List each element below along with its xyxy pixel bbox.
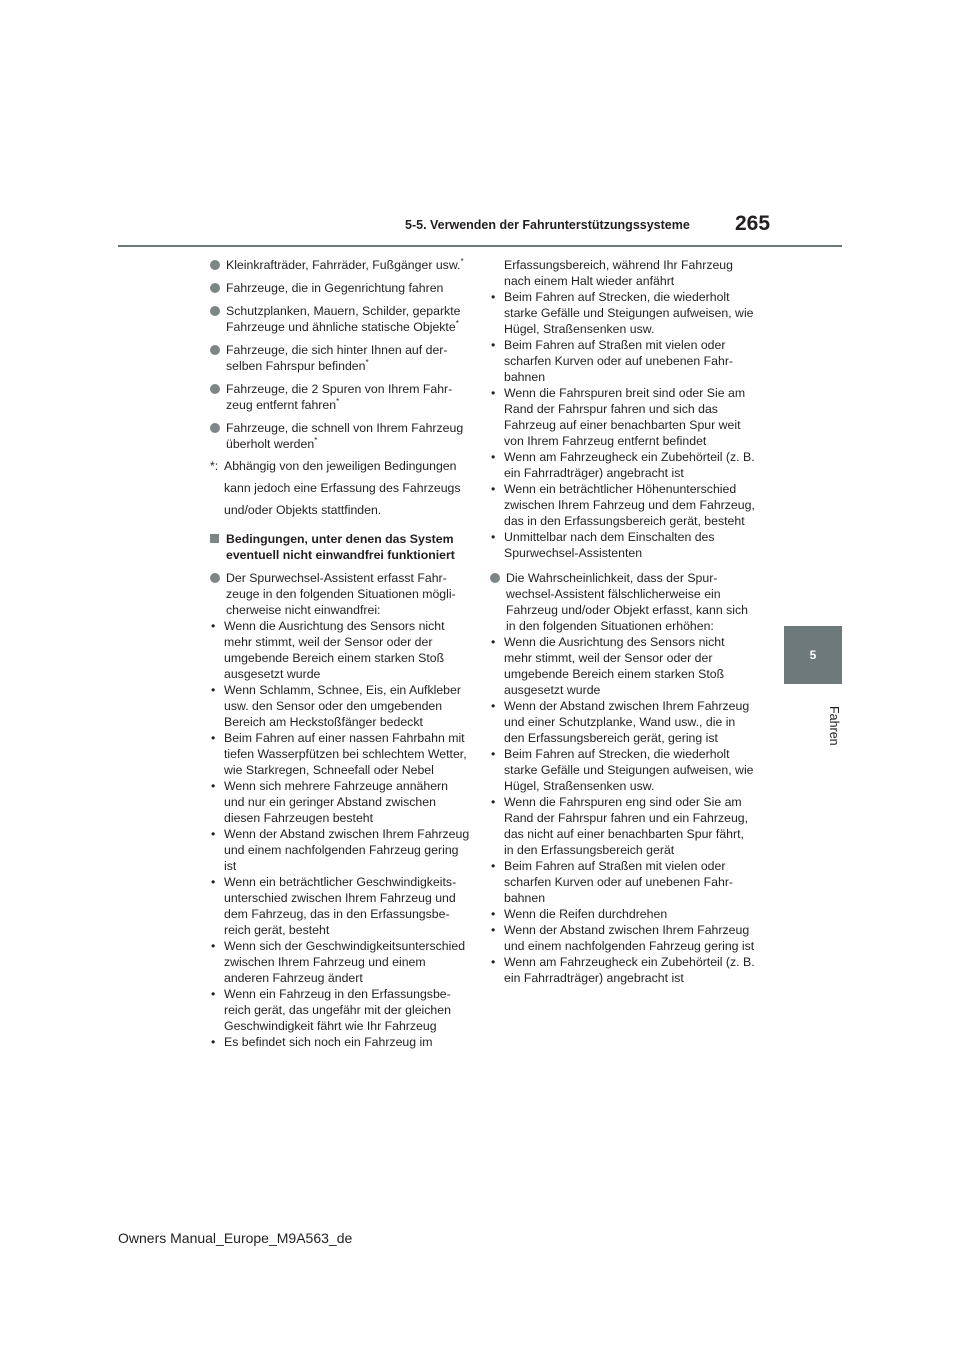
bullet-text: Fahrzeuge, die in Gegenrichtung fahren [226,281,444,295]
condition-list-continued [490,257,755,561]
bullet-dot-icon [210,573,220,583]
chapter-number: 5 [809,648,817,662]
left-column [210,257,470,1050]
list-item [210,570,470,618]
list-item: • Beim Fahren auf Strecken, die wiederholt starke Gefälle und Steigungen aufweisen, wie Hügel, Straßensenken usw. [490,289,755,337]
bullet-text: Kleinkrafträder, Fahrräder, Fußgänger usw. [226,258,461,272]
list-item [490,570,755,634]
list-item: • Wenn am Fahrzeugheck ein Zubehörteil (z. B. ein Fahrradträger) angebracht ist [490,954,755,986]
list-item: • Wenn Schlamm, Schnee, Eis, ein Aufkleber usw. den Sensor oder den umgebenden Bereich am Heckstoßfänger bedeckt [210,682,470,730]
section-title: 5-5. Verwenden der Fahrunterstützungssysteme [405,218,690,232]
bullet-dot-icon [210,345,220,355]
list-item [210,420,470,452]
bullet-text: Die Wahrscheinlichkeit, dass der Spurwechsel-Assistent fälschlicherweise ein Fahrzeug und/oder Objekt erfasst, kann sich in den folgenden Situationen erhöhen: [506,571,748,633]
footnote-star: * [314,435,318,445]
heading-square-icon [210,534,219,543]
footnote-mark: *: [210,459,219,473]
list-item: • Es befindet sich noch ein Fahrzeug im [210,1034,470,1050]
list-item: • Wenn ein beträchtlicher Geschwindigkeitsunterschied zwischen Ihrem Fahrzeug und dem Fahrzeug, das in den Erfassungsbereich gerät, besteht [210,874,470,938]
list-item [210,381,470,413]
heading-text: Bedingungen, unter denen das System eventuell nicht einwandfrei funktioniert [226,532,455,562]
bullet-text: Der Spurwechsel-Assistent erfasst Fahrzeuge in den folgenden Situationen möglicherweise nicht einwandfrei: [226,571,456,617]
footnote-text: Abhängig von den jeweiligen Bedingungen kann jedoch eine Erfassung des Fahrzeugs und/oder Objekts stattfinden. [224,459,461,517]
footnote-star: * [460,256,464,266]
list-item: • Beim Fahren auf Straßen mit vielen oder scharfen Kurven oder auf unebenen Fahrbahnen [490,858,755,906]
page-number: 265 [735,212,771,235]
list-item: • Wenn die Fahrspuren eng sind oder Sie am Rand der Fahrspur fahren und ein Fahrzeug, das nicht auf einer benachbarten Spur fährt, in den Erfassungsbereich gerät [490,794,755,858]
chapter-label: Fahren [827,706,841,746]
right-column [490,257,755,986]
list-item [210,303,470,335]
list-item [210,342,470,374]
list-item: • Wenn sich der Geschwindigkeitsunterschied zwischen Ihrem Fahrzeug und einem anderen Fahrzeug ändert [210,938,470,986]
list-item: • Beim Fahren auf Strecken, die wiederholt starke Gefälle und Steigungen aufweisen, wie Hügel, Straßensenken usw. [490,746,755,794]
list-item: • Wenn sich mehrere Fahrzeuge annähern und nur ein geringer Abstand zwischen diesen Fahrzeugen besteht [210,778,470,826]
list-item: • Beim Fahren auf Straßen mit vielen oder scharfen Kurven oder auf unebenen Fahrbahnen [490,337,755,385]
list-item: • Wenn ein beträchtlicher Höhenunterschied zwischen Ihrem Fahrzeug und dem Fahrzeug, das in den Erfassungsbereich gerät, besteht [490,481,755,529]
list-item: • Wenn am Fahrzeugheck ein Zubehörteil (z. B. ein Fahrradträger) angebracht ist [490,449,755,481]
list-item: • Wenn der Abstand zwischen Ihrem Fahrzeug und einem nachfolgenden Fahrzeug gering ist [490,922,755,954]
bullet-text: Schutzplanken, Mauern, Schilder, geparkte Fahrzeuge und ähnliche statische Objekte [226,304,461,334]
list-item: • Beim Fahren auf einer nassen Fahrbahn mit tiefen Wasserpfützen bei schlechtem Wetter, wie Starkregen, Schneefall oder Nebel [210,730,470,778]
bullet-text: Fahrzeuge, die 2 Spuren von Ihrem Fahrzeug entfernt fahren [226,382,453,412]
list-item [210,257,470,273]
header-divider [118,245,842,247]
list-item: • Wenn die Reifen durchdrehen [490,906,755,922]
bullet-dot-icon [490,573,500,583]
footnote [210,455,470,521]
bullet-dot-icon [210,423,220,433]
chapter-tab [784,626,842,684]
list-item [210,280,470,296]
list-item: • Wenn der Abstand zwischen Ihrem Fahrzeug und einem nachfolgenden Fahrzeug gering ist [210,826,470,874]
bullet-dot-icon [210,306,220,316]
bullet-dot-icon [210,260,220,270]
footnote-star: * [336,396,340,406]
condition-list [210,618,470,1050]
bullet-text: Fahrzeuge, die sich hinter Ihnen auf derselben Fahrspur befinden [226,343,448,373]
list-item: • Wenn die Fahrspuren breit sind oder Sie am Rand der Fahrspur fahren und sich das Fahrzeug auf einer benachbarten Spur weit von Ihrem Fahrzeug entfernt befindet [490,385,755,449]
false-detection-list [490,634,755,986]
list-item: • Wenn die Ausrichtung des Sensors nicht mehr stimmt, weil der Sensor oder der umgebende Bereich einem starken Stoß ausgesetzt wurde [490,634,755,698]
bullet-dot-icon [210,283,220,293]
list-item: • Unmittelbar nach dem Einschalten des Spurwechsel-Assistenten [490,529,755,561]
list-item: • Wenn die Ausrichtung des Sensors nicht mehr stimmt, weil der Sensor oder der umgebende Bereich einem starken Stoß ausgesetzt wurde [210,618,470,682]
bullet-dot-icon [210,384,220,394]
footnote-star: * [365,357,369,367]
section-heading [210,531,470,563]
list-item: • Wenn der Abstand zwischen Ihrem Fahrzeug und einer Schutzplanke, Wand usw., die in den Erfassungsbereich gerät, gering ist [490,698,755,746]
footnote-star: * [455,318,459,328]
list-item: • Wenn ein Fahrzeug in den Erfassungsbereich gerät, das ungefähr mit der gleichen Geschwindigkeit fährt wie Ihr Fahrzeug [210,986,470,1034]
list-item-continuation: Erfassungsbereich, während Ihr Fahrzeug nach einem Halt wieder anfährt [504,258,733,288]
footer-text: Owners Manual_Europe_M9A563_de [118,1230,353,1246]
bullet-text: Fahrzeuge, die schnell von Ihrem Fahrzeug überholt werden [226,421,464,451]
